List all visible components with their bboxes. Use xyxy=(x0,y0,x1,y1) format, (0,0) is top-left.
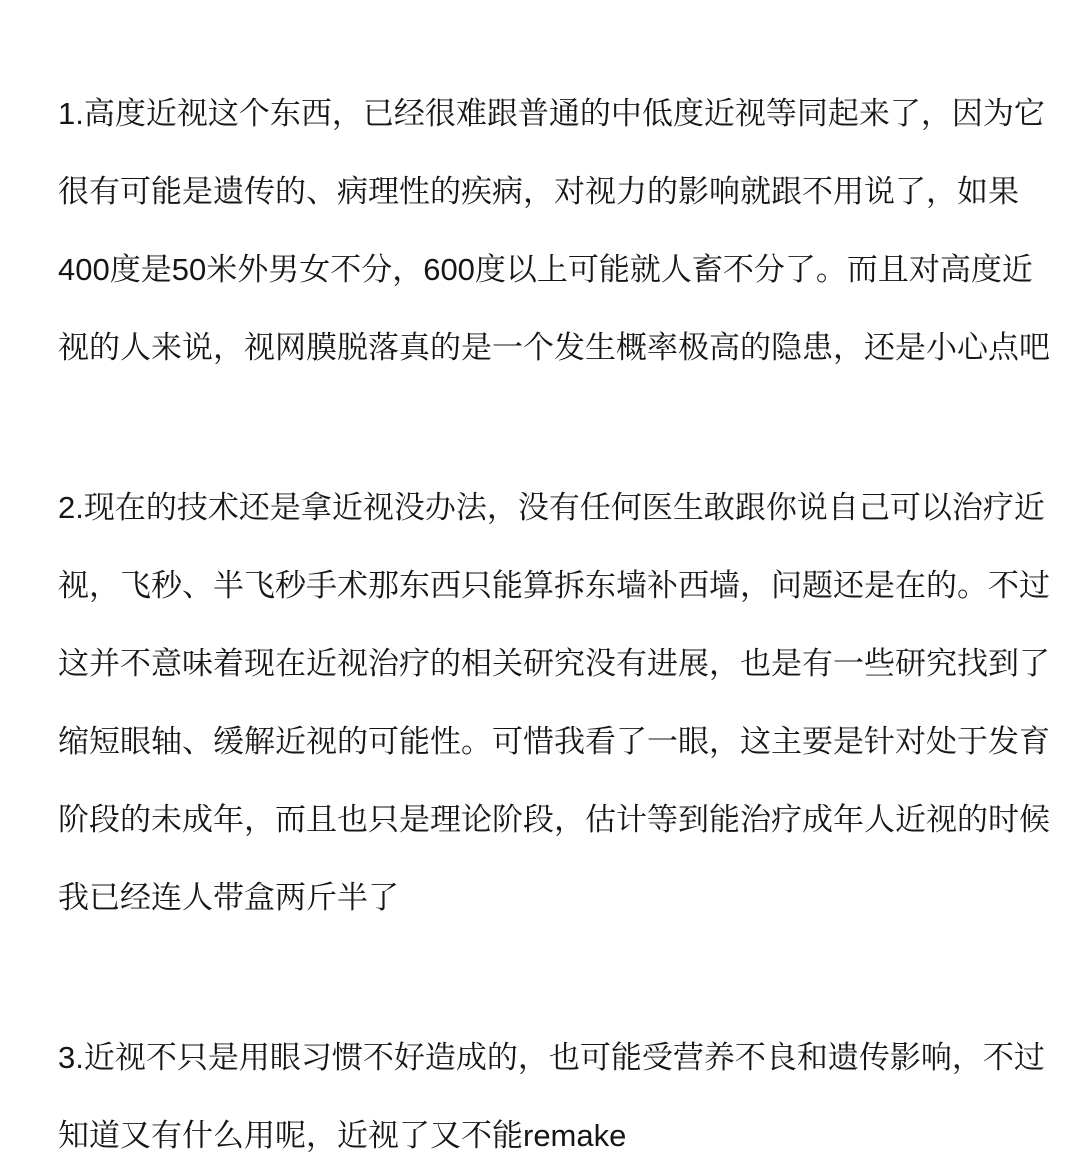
text-line: 这并不意味着现在近视治疗的相关研究没有进展，也是有一些研究找到了 xyxy=(58,646,1050,681)
text-line: 知道又有什么用呢，近视了又不能remake xyxy=(58,1118,627,1153)
text-line: 阶段的未成年，而且也只是理论阶段，估计等到能治疗成年人近视的时候 xyxy=(58,802,1050,837)
paragraph-2 xyxy=(58,469,1050,937)
text-line: 我已经连人带盒两斤半了 xyxy=(58,880,399,915)
text-line: 视的人来说，视网膜脱落真的是一个发生概率极高的隐患，还是小心点吧 xyxy=(58,330,1050,365)
text-line: 3.近视不只是用眼习惯不好造成的，也可能受营养不良和遗传影响，不过 xyxy=(58,1040,1045,1075)
text-line: 400度是50米外男女不分，600度以上可能就人畜不分了。而且对高度近 xyxy=(58,252,1033,287)
text-line: 2.现在的技术还是拿近视没办法，没有任何医生敢跟你说自己可以治疗近 xyxy=(58,490,1045,525)
paragraph-3 xyxy=(58,1019,1045,1175)
text-line: 1.高度近视这个东西，已经很难跟普通的中低度近视等同起来了，因为它 xyxy=(58,96,1045,131)
text-line: 很有可能是遗传的、病理性的疾病，对视力的影响就跟不用说了，如果 xyxy=(58,174,1019,209)
text-line: 缩短眼轴、缓解近视的可能性。可惜我看了一眼，这主要是针对处于发育 xyxy=(58,724,1050,759)
text-line: 视，飞秒、半飞秒手术那东西只能算拆东墙补西墙，问题还是在的。不过 xyxy=(58,568,1050,603)
paragraph-1 xyxy=(58,75,1050,387)
